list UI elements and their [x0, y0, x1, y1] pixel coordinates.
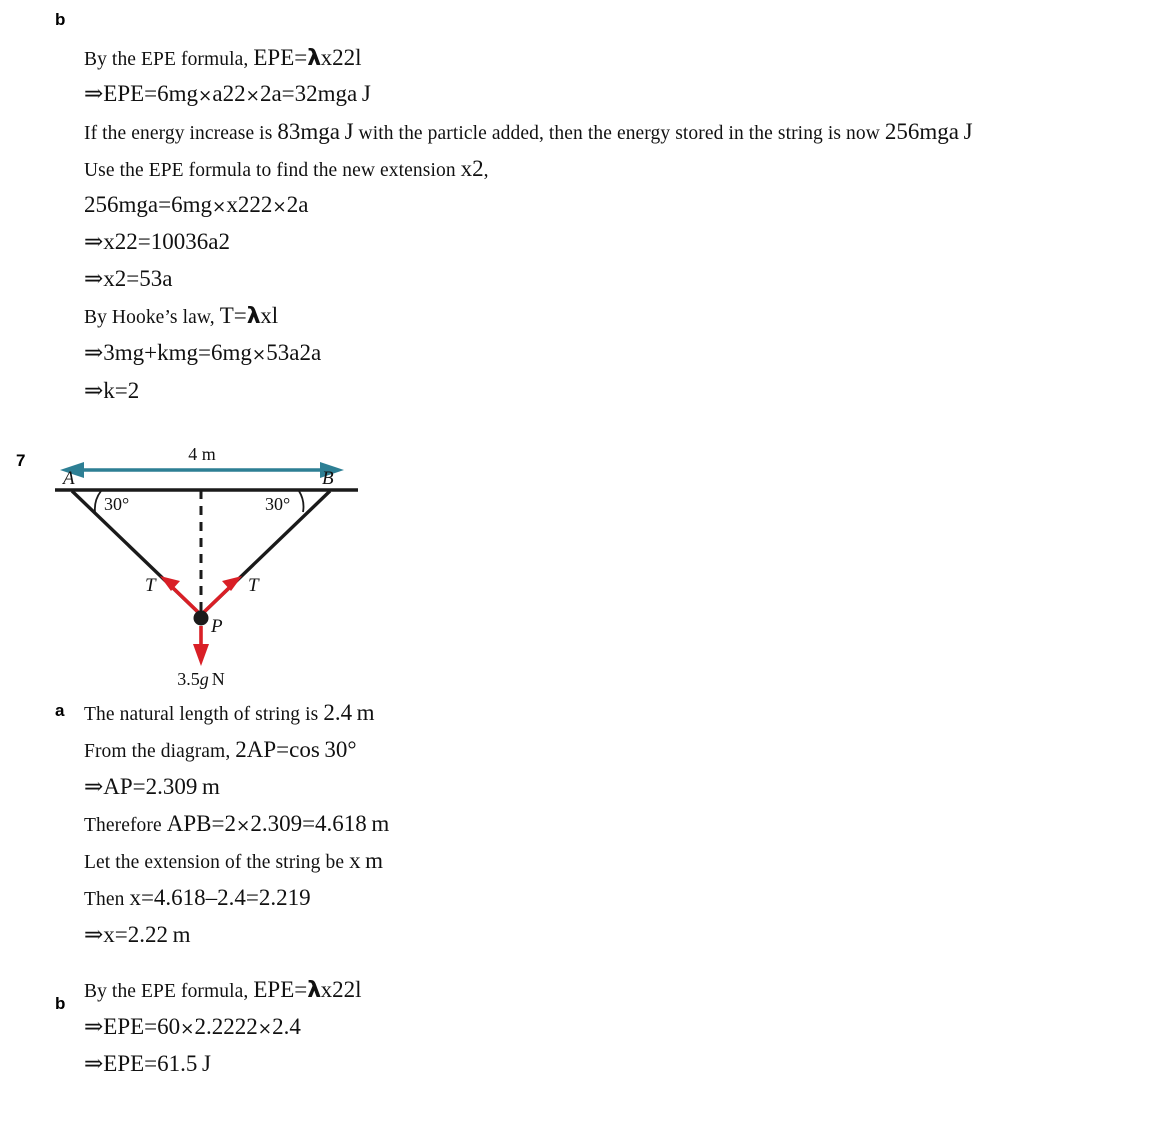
solution-line: Use the EPE formula to find the new extension x2, [84, 156, 489, 181]
tension-arrow-left [160, 576, 198, 612]
point-label-a: A [63, 468, 75, 489]
tension-arrow-right [204, 576, 242, 612]
solution-line: By Hooke’s law, T=λxl [84, 303, 279, 329]
particle-p [194, 611, 209, 626]
solution-line: ⇒3mg+kmg=6mg×53a2a [84, 340, 322, 365]
point-label-p: P [211, 616, 223, 637]
weight-arrow [193, 626, 209, 666]
tension-label-right: T [248, 575, 259, 596]
solution-line: By the EPE formula, EPE=λx22l [84, 977, 362, 1003]
solution-line: Therefore APB=2×2.309=4.618 m [84, 811, 390, 836]
solution-line: 256mga=6mg×x222×2a [84, 192, 309, 217]
solution-line: Then x=4.618–2.4=2.219 [84, 885, 311, 910]
part-marker-a: a [55, 701, 65, 720]
angle-arc-left [95, 491, 101, 512]
solution-line: If the energy increase is 83mga J with the particle added, then the energy stored in the string is now 256mga J [84, 119, 973, 144]
solution-line: ⇒k=2 [84, 378, 140, 403]
solution-line: ⇒EPE=60×2.2222×2.4 [84, 1014, 301, 1039]
solution-line: ⇒EPE=61.5 J [84, 1051, 211, 1076]
solution-line: From the diagram, 2AP=cos 30° [84, 737, 357, 762]
angle-arc-right [299, 491, 303, 512]
part-marker-b-bottom: b [55, 994, 66, 1013]
span-measure-label: 4 m [188, 444, 216, 464]
solution-line: ⇒x22=10036a2 [84, 229, 230, 254]
weight-label: 3.5g N [177, 669, 225, 689]
solution-line: ⇒x=2.22 m [84, 922, 191, 947]
solution-line: Let the extension of the string be x m [84, 848, 384, 873]
angle-label-right: 30° [265, 494, 291, 514]
solution-line: ⇒AP=2.309 m [84, 774, 220, 799]
solution-line: ⇒x2=53a [84, 266, 173, 291]
solution-line: The natural length of string is 2.4 m [84, 700, 375, 725]
force-diagram [0, 440, 460, 690]
angle-label-left: 30° [104, 494, 130, 514]
solution-line: By the EPE formula, EPE=λx22l [84, 45, 362, 71]
solution-line: ⇒EPE=6mg×a22×2a=32mga J [84, 81, 371, 106]
tension-label-left: T [145, 575, 156, 596]
question-marker-7: 7 [16, 451, 26, 470]
span-measure-arrow [60, 462, 344, 478]
part-marker-b-top: b [55, 10, 66, 29]
point-label-b: B [322, 468, 334, 489]
